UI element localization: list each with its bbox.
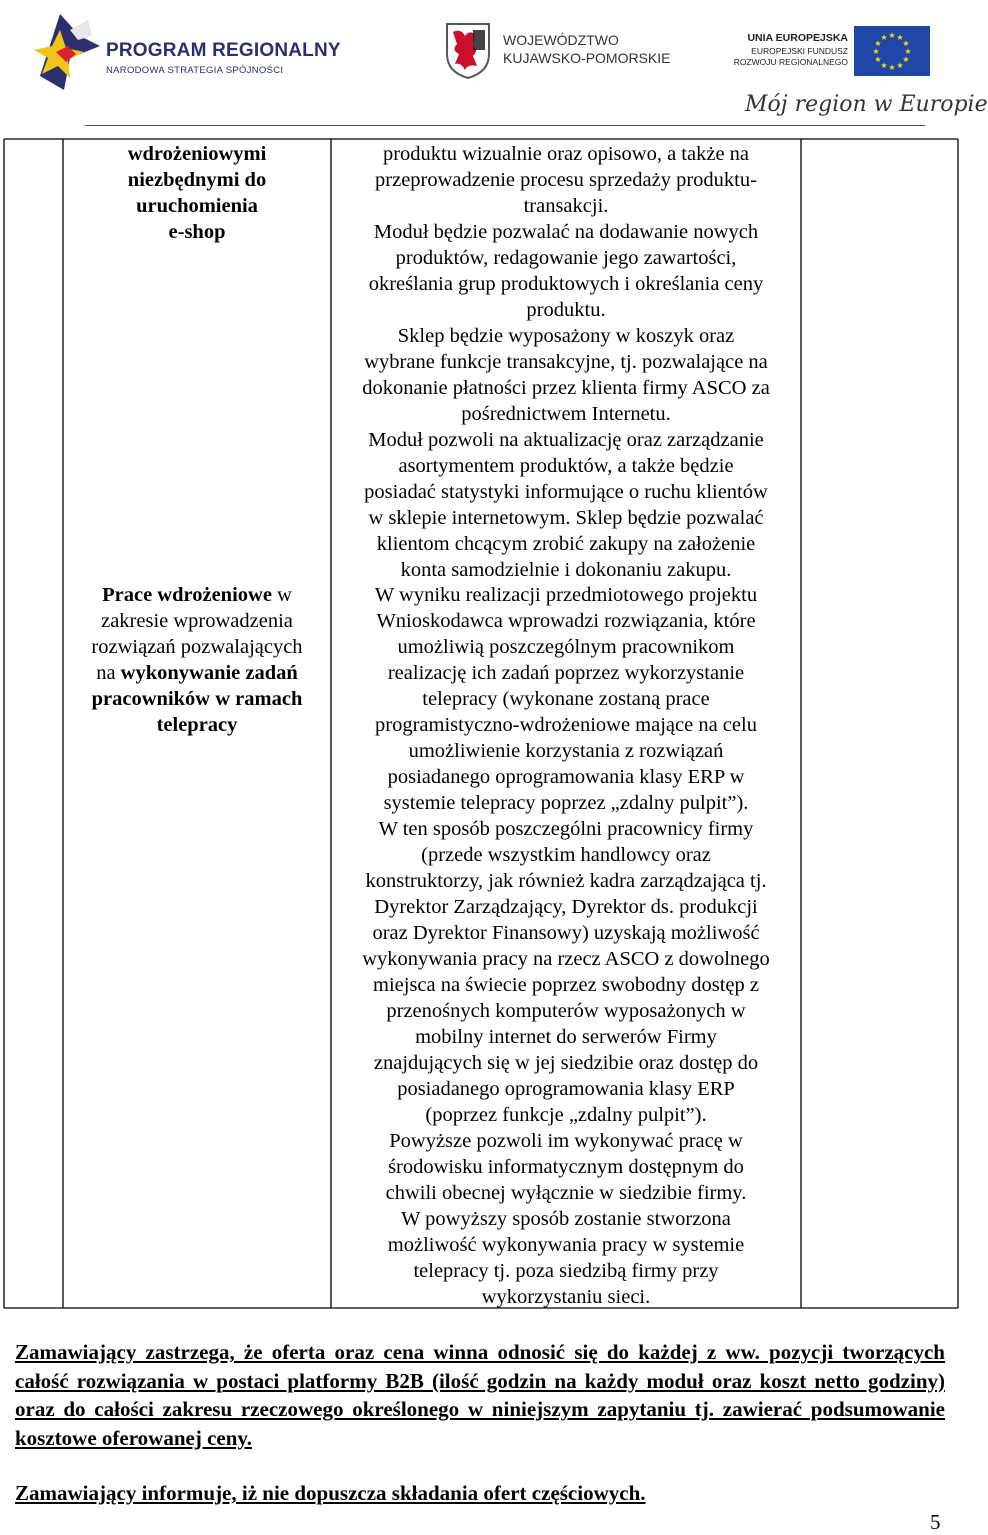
description-line: Sklep będzie wyposażony w koszyk oraz xyxy=(397,325,735,347)
description-line: posiadanego oprogramowania klasy ERP w xyxy=(387,766,745,788)
scope-line: e-shop xyxy=(168,221,226,243)
svg-text:★: ★ xyxy=(880,61,888,70)
scope-line-part: rozwiązań pozwalających xyxy=(91,636,303,658)
description-line: W powyższy sposób zostanie stworzona xyxy=(401,1208,731,1230)
description-line: Moduł pozwoli na aktualizację oraz zarządzanie xyxy=(368,429,764,451)
scope-line-part: pracowników w ramach xyxy=(91,688,303,710)
scope-line: niezbędnymi do xyxy=(127,169,267,191)
scope-line xyxy=(66,634,328,660)
description-line: miejsca na świecie poprzez swobodny dostęp z xyxy=(373,974,759,996)
description-line: asortymentem produktów, a także będzie xyxy=(398,455,734,477)
description-line: posiadanego oprogramowania klasy ERP xyxy=(397,1078,735,1100)
svg-text:★: ★ xyxy=(872,47,880,56)
scope-line-part: na xyxy=(96,662,121,684)
eu-flag-icon xyxy=(854,26,930,76)
description-line: dokonanie płatności przez klienta firmy ASCO za xyxy=(362,377,770,399)
description-line: konstruktorzy, jak również kadra zarządzająca tj. xyxy=(365,870,767,892)
program-star-icon xyxy=(30,6,102,92)
description-line: środowisku informatycznym dostępnym do xyxy=(388,1156,744,1178)
description-line: oraz Dyrektor Finansowy) uzyskają możliwość xyxy=(372,922,760,944)
description-line: określania grup produktowych i określania ceny xyxy=(368,273,764,295)
region-signature: Mój region w Europie xyxy=(745,92,988,117)
scope-cell-telework xyxy=(66,582,328,738)
description-line: umożliwienie korzystania z rozwiązań xyxy=(408,740,724,762)
description-line: (poprzez funkcje „zdalny pulpit”). xyxy=(425,1104,707,1126)
svg-text:★: ★ xyxy=(888,63,896,72)
svg-text:★: ★ xyxy=(896,61,904,70)
scope-line xyxy=(66,582,328,608)
eu-line3: ROZWOJU REGIONALNEGO xyxy=(733,57,848,67)
description-line: (przede wszystkim handlowcy oraz xyxy=(421,844,711,866)
description-line: produktu. xyxy=(526,299,606,321)
description-line: Wnioskodawca wprowadzi rozwiązania, które xyxy=(376,610,756,632)
program-regionalny-logo xyxy=(30,6,360,92)
scope-line-part: Prace wdrożeniowe xyxy=(102,584,272,606)
description-line: przenośnych komputerów wyposażonych w xyxy=(386,1000,746,1022)
description-line: Powyższe pozwoli im wykonywać pracę w xyxy=(389,1130,743,1152)
eu-logo xyxy=(730,22,930,82)
description-line: mobilny internet do serwerów Firmy xyxy=(415,1026,717,1048)
description-line: realizację ich zadań poprzez wykorzystanie xyxy=(387,662,745,684)
description-line: W wyniku realizacji przedmiotowego projektu xyxy=(374,584,758,606)
scope-line xyxy=(66,686,328,712)
description-line: posiadać statystyki informujące o ruchu klientów xyxy=(364,481,768,503)
scope-cell-eshop xyxy=(66,141,328,245)
description-line: przeprowadzenie procesu sprzedaży produktu- xyxy=(375,169,757,191)
description-line: telepracy (wykonane zostaną prace xyxy=(422,688,710,710)
scope-line xyxy=(66,660,328,686)
description-line: pośrednictwem Internetu. xyxy=(461,403,671,425)
description-line: konta samodzielnie i dokonaniu zakupu. xyxy=(400,559,732,581)
description-cell-eshop xyxy=(334,141,798,583)
coat-of-arms-icon xyxy=(443,20,493,80)
description-line: klientom chcącym zrobić zakupy na założenie xyxy=(376,533,756,555)
eu-line1: UNIA EUROPEJSKA xyxy=(747,32,848,44)
description-line: wybrane funkcje transakcyjne, tj. pozwalające na xyxy=(364,351,768,373)
description-line: umożliwią poszczególnym pracownikom xyxy=(397,636,735,658)
description-line: wykorzystaniu sieci. xyxy=(481,1286,651,1308)
scope-line-part: zakresie wprowadzenia xyxy=(101,610,293,632)
svg-text:★: ★ xyxy=(874,39,882,48)
svg-text:★: ★ xyxy=(902,39,910,48)
svg-text:★: ★ xyxy=(904,47,912,56)
description-line: możliwość wykonywania pracy w systemie xyxy=(387,1234,745,1256)
svg-text:★: ★ xyxy=(888,31,896,40)
description-cell-telework xyxy=(334,582,798,1310)
header-divider xyxy=(85,125,925,126)
voivodeship-logo xyxy=(443,20,673,80)
description-line: znajdujących się w jej siedzibie oraz dostęp do xyxy=(373,1052,759,1074)
description-line: w sklepie internetowym. Sklep będzie pozwalać xyxy=(368,507,764,529)
program-subtitle: NARODOWA STRATEGIA SPÓJNOŚCI xyxy=(106,65,284,76)
description-line: produktu wizualnie oraz opisowo, a także na xyxy=(382,143,750,165)
program-title: PROGRAM REGIONALNY xyxy=(106,40,341,61)
description-line: telepracy tj. poza siedzibą firmy przy xyxy=(413,1260,719,1282)
description-line: programistyczno-wdrożeniowe mające na celu xyxy=(375,714,757,736)
scope-line xyxy=(66,712,328,738)
description-line: produktów, redagowanie jego zawartości, xyxy=(395,247,737,269)
scope-line-part: telepracy xyxy=(156,714,238,736)
svg-text:★: ★ xyxy=(874,55,882,64)
svg-text:★: ★ xyxy=(902,55,910,64)
description-line: Dyrektor Zarządzający, Dyrektor ds. produkcji xyxy=(374,896,758,918)
description-line: chwili obecnej wyłącznie w siedzibie firmy. xyxy=(385,1182,747,1204)
description-line: W ten sposób poszczególni pracownicy firmy xyxy=(378,818,754,840)
voivodeship-line1: WOJEWÓDZTWO xyxy=(503,32,619,48)
scope-line xyxy=(66,608,328,634)
page-number: 5 xyxy=(930,1510,941,1534)
scope-line-part: wykonywanie zadań xyxy=(120,662,298,684)
offer-requirement-note: Zamawiający zastrzega, że oferta oraz cena winna odnosić się do każdej z ww. pozycji tworzących całość rozwiązania w postaci platformy B2B (ilość godzin na każdy moduł oraz koszt netto godziny) oraz do całości zakresu rzeczowego określonego w niniejszym zapytaniu tj. zawierać podsumowanie kosztowe oferowanej ceny. xyxy=(15,1340,945,1450)
description-line: systemie telepracy poprzez „zdalny pulpit”). xyxy=(383,792,749,814)
svg-text:★: ★ xyxy=(880,33,888,42)
description-line: transakcji. xyxy=(523,195,609,217)
description-line: Moduł będzie pozwalać na dodawanie nowych xyxy=(373,221,759,243)
description-line: wykonywania pracy na rzecz ASCO z dowolnego xyxy=(362,948,770,970)
voivodeship-line2: KUJAWSKO-POMORSKIE xyxy=(503,50,671,66)
scope-line: wdrożeniowymi xyxy=(127,143,267,165)
partial-offers-note: Zamawiający informuje, iż nie dopuszcza składania ofert częściowych. xyxy=(15,1481,646,1505)
scope-line-part: w xyxy=(271,584,292,606)
scope-line: uruchomienia xyxy=(136,195,258,217)
eu-line2: EUROPEJSKI FUNDUSZ xyxy=(751,46,848,56)
page-header xyxy=(0,0,988,135)
svg-text:★: ★ xyxy=(896,33,904,42)
